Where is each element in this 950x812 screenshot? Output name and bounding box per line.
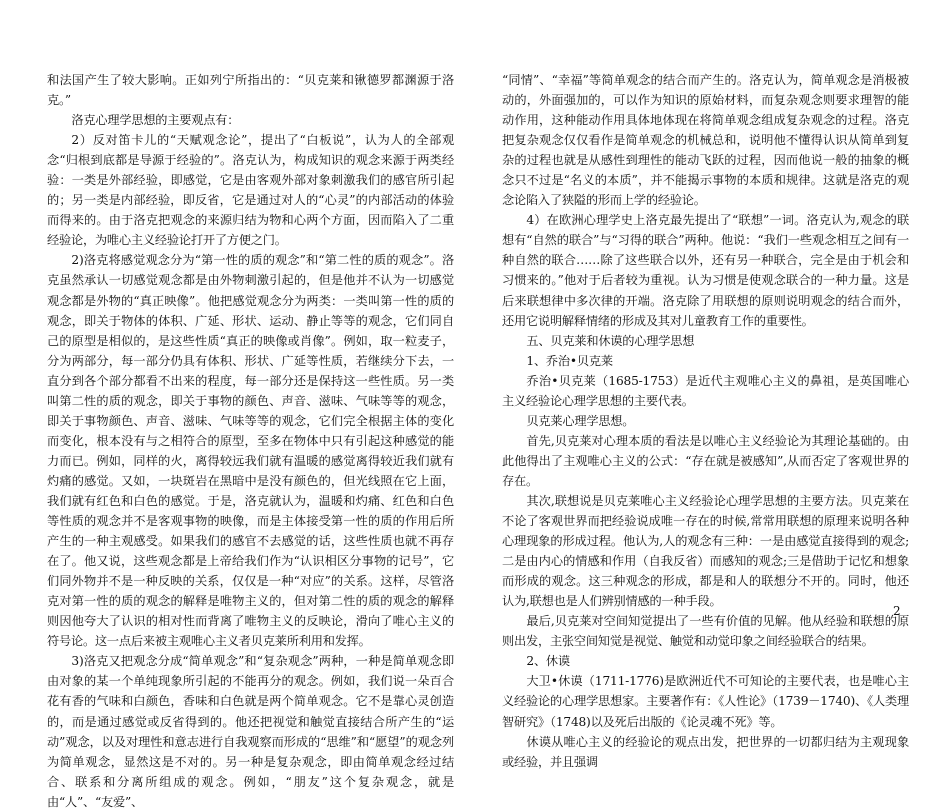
- paragraph: 大卫•休谟（1711-1776)是欧洲近代不可知论的主要代表，也是唯心主义经验论的心理学思想家。主要著作有：《人性论》（1739－1740)、《人类理智研究》（1748)以及死后出版的《论灵魂不死》等。: [502, 674, 909, 729]
- subsection-heading: 1、乔治•贝克莱: [526, 353, 613, 368]
- paragraph: 2)洛克将感觉观念分为“第一性的质的观念”和“第二性的质的观念”。洛克虽然承认一切感觉观念都是由外物刺激引起的，但是他并不认为一切感觉观念都是外物的“真正映像”。他把感觉观念分为两类：一类叫第一性的质的观念，即关于物体的体积、广延、形状、运动、静止等等的观念，它们同自己的原型是相似的，是这些性质“真正的映像或肖像”。例如，取一粒麦子，分为两部分，每一部分仍具有体积、形状、广延等性质，若继续分下去，一直分到各个部分都看不出来的程度，每一部分还是保持这一些性质。另一类叫第二性的质的观念，即关于事物的颜色、声音、滋味、气味等等的观念，即关于事物颜色、声音、滋味、气味等等的观念，它们完全根据主体的变化而变化，根本没有与之相符合的原型，至多在物体中只有引起这种感觉的能力而已。例如，同样的火，离得较远我们就有温暖的感觉离得较近我们就有灼痛的感觉。又如，一块斑岩在黑暗中是没有颜色的，但光线照在它上面，我们就有红色和白色的感觉。于是，洛克就认为，温暖和灼痛、红色和白色等性质的观念并不是客观事物的映像，而是主体接受第一性的质的作用后所产生的一种主观感受。如果我们的感官不去感觉的话，这些性质也就不再存在了。他又说，这些观念都是上帝给我们作为“认识相区分事物的记号”，它们同外物并不是一种反映的关系，仅仅是一种“对应”的关系。这样，尽管洛克对第一性的质的观念的解释是唯物主义的，但对第二性的质的观念的解释则因他夸大了认识的相对性而背离了唯物主义的反映论，滑向了唯心主义的符号论。这一点后来被主观唯心主义者贝克莱所利用和发挥。: [47, 253, 454, 649]
- paragraph: 休谟从唯心主义的经验论的观点出发，把世界的一切都归结为主观现象或经验，并且强调: [502, 734, 909, 769]
- right-column: [502, 70, 909, 772]
- paragraph: 其次,联想说是贝克莱唯心主义经验论心理学思想的主要方法。贝克莱在不论了客观世界而把经验说成唯一存在的时候,常常用联想的原理来说明各种心理现象的形成过程。他认为,人的观念有三种：一是由感觉直接得到的观念;二是由内心的情感和作用（自我反省）而感知的观念;三是借助于记忆和想象而形成的观念。这三种观念的形成，都是和人的联想分不开的。同时，他还认为,联想也是人们辨别情感的一种手段。: [502, 493, 909, 609]
- paragraph: 乔治•贝克莱（1685-1753）是近代主观唯心主义的鼻祖，是英国唯心主义经验论心理学思想的主要代表。: [502, 373, 909, 408]
- subsection-heading: 2、休谟: [526, 654, 570, 669]
- page-number: 2: [893, 604, 901, 618]
- paragraph: 2）反对笛卡儿的“天赋观念论”，提出了“白板说”，认为人的全部观念“归根到底都是导源于经验的”。洛克认为，构成知识的观念来源于两类经验：一类是外部经验，即感觉，它是由客观外部对象刺激我们的感官所引起的；另一类是内部经验，即反省，它是通过对人的“心灵”的内部活动的体验而得来的。由于洛克把观念的来源归结为物和心两个方面，因而陷入了二重经验论，为唯心主义经验论打开了方便之门。: [47, 133, 454, 248]
- paragraph: 3)洛克又把观念分成“简单观念”和“复杂观念”两种，一种是简单观念即由对象的某一个单纯现象所引起的不能再分的观念。例如，我们说一朵百合花有香的气味和白颜色，香味和白色就是两个简单观念。它不是靠心灵创造的，而是通过感觉或反省得到的。他还把视觉和触觉直接结合所产生的“运动”观念，以及对理性和意志进行自我观察而形成的“思维”和“愿望”的观念列为简单观念，显然这是不对的。另一种是复杂观念，即由简单观念经过结合、联系和分离所组成的观念。例如，“朋友”这个复杂观念，就是由“人”、“友爱”、: [47, 654, 454, 809]
- left-column: [47, 70, 454, 812]
- paragraph: 首先,贝克莱对心理本质的看法是以唯心主义经验论为其理论基础的。由此他得出了主观唯心主义的公式：“存在就是被感知”,从而否定了客观世界的存在。: [502, 433, 909, 488]
- paragraph: “同情”、“幸福”等简单观念的结合而产生的。洛克认为，简单观念是消极被动的，外面强加的，可以作为知识的原始材料，而复杂观念则要求理智的能动作用，这种能动作用具体地体现在将简单观念组成复杂观念的过程。洛克把复杂观念仅仅看作是简单观念的机械总和，说明他不懂得认识从简单到复杂的过程也就是从感性到理性的能动飞跃的过程，因而他说一般的抽象的概念只不过是“名义的本质”，并不能揭示事物的本质和规律。这就是洛克的观念论陷入了狭隘的形而上学的经验论。: [502, 73, 909, 208]
- paragraph: 和法国产生了较大影响。正如列宁所指出的：“贝克莱和锹德罗都渊源于洛克。”: [47, 73, 454, 108]
- paragraph: 最后,贝克莱对空间知觉提出了一些有价值的见解。他从经验和联想的原则出发，主张空间知觉是视觉、触觉和动觉印象之间经验联合的结果。: [502, 614, 909, 649]
- section-heading: 五、贝克莱和休谟的心理学思想: [526, 333, 695, 348]
- paragraph: 4）在欧洲心理学史上洛克最先提出了“联想”一词。洛克认为,观念的联想有“自然的联合”与“习得的联合”两种。他说：“我们一些观念相互之间有一种自然的联合……除了这些联合以外，还有另一种联合，完全是由于机会和习惯来的。”他对于后者较为重视。认为习惯是使观念联合的一种力量。这是后来联想律中多次律的开端。洛克除了用联想的原则说明观念的结合而外，还用它说明解释情绪的形成及其对儿童教育工作的重要性。: [502, 213, 909, 328]
- paragraph: 洛克心理学思想的主要观点有：: [71, 113, 240, 128]
- paragraph: 贝克莱心理学思想。: [526, 413, 635, 428]
